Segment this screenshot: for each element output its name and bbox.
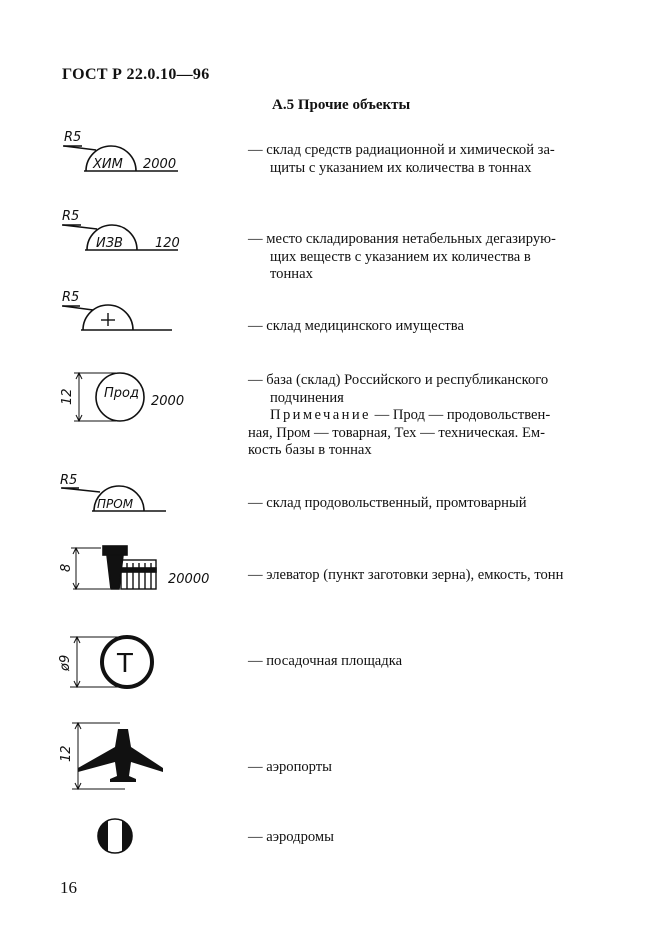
item-3-description xyxy=(248,318,605,336)
item-4-line-1: — база (склад) Российского и республиканского xyxy=(248,372,549,388)
symbol-7-dimension: ø9 xyxy=(58,654,73,671)
item-2-line-3: тоннах xyxy=(270,266,313,282)
item-4-line-2: подчинения xyxy=(270,389,344,406)
item-5-line-1: — склад продовольственный, промтоварный xyxy=(248,495,527,511)
symbol-3-radius: R5 xyxy=(62,290,80,305)
symbol-4-dimension: 12 xyxy=(60,388,75,405)
item-9-line-1: — аэродромы xyxy=(248,829,334,845)
item-5-description xyxy=(248,495,605,513)
item-2-line-2: щих веществ с указанием их количества в xyxy=(270,248,531,265)
item-8-description xyxy=(248,759,605,777)
symbol-4-value: 2000 xyxy=(151,394,185,409)
note-label: Примечание xyxy=(270,407,371,423)
airplane-icon xyxy=(78,729,163,782)
item-6-line-1: — элеватор (пункт заготовки зерна), емкость, тонн xyxy=(248,567,564,583)
symbol-2-value: 120 xyxy=(155,236,180,251)
item-3-line-1: — склад медицинского имущества xyxy=(248,318,464,334)
item-4-description xyxy=(248,372,605,460)
symbol-5-radius: R5 xyxy=(60,473,78,488)
document-code: ГОСТ Р 22.0.10—96 xyxy=(62,66,210,83)
elevator-symbol xyxy=(71,546,156,589)
item-9-description xyxy=(248,829,605,847)
symbol-6-value: 20000 xyxy=(168,572,210,587)
symbol-6-dimension: 8 xyxy=(59,563,74,572)
item-4-note-line-2: ная, Пром — товарная, Тех — техническая. Ем- xyxy=(248,424,545,441)
symbol-1-value: 2000 xyxy=(143,157,177,172)
symbol-2-radius: R5 xyxy=(62,209,80,224)
item-2-description xyxy=(248,231,605,284)
symbol-4-inner: Прод xyxy=(104,386,139,401)
item-8-line-1: — аэропорты xyxy=(248,759,332,775)
page-number: 16 xyxy=(60,878,77,897)
item-4-note-line xyxy=(248,407,605,425)
item-7-description xyxy=(248,653,605,671)
item-2-line-1: — место складирования нетабельных дегазирую- xyxy=(248,231,556,247)
landing-pad-symbol xyxy=(70,637,152,687)
symbol-1-radius: R5 xyxy=(64,130,82,145)
item-6-description xyxy=(248,567,605,585)
item-4-note-line-3: кость базы в тоннах xyxy=(248,442,372,458)
item-1-description xyxy=(248,142,605,177)
item-1-line-1: — склад средств радиационной и химической за- xyxy=(248,142,555,158)
symbol-7-inner: Т xyxy=(117,649,133,679)
symbol-5-inner: ПРОМ xyxy=(97,497,134,511)
symbol-1-inner: ХИМ xyxy=(93,157,123,172)
item-7-line-1: — посадочная площадка xyxy=(248,653,403,669)
item-1-line-2: щиты с указанием их количества в тоннах xyxy=(270,159,532,176)
medical-storage-symbol xyxy=(62,305,172,330)
section-title: А.5 Прочие объекты xyxy=(272,97,411,113)
aerodrome-symbol xyxy=(98,818,132,854)
note-text: — Прод — продовольствен- xyxy=(374,407,551,423)
symbol-2-inner: ИЗВ xyxy=(96,236,123,251)
symbol-8-dimension: 12 xyxy=(59,745,74,762)
